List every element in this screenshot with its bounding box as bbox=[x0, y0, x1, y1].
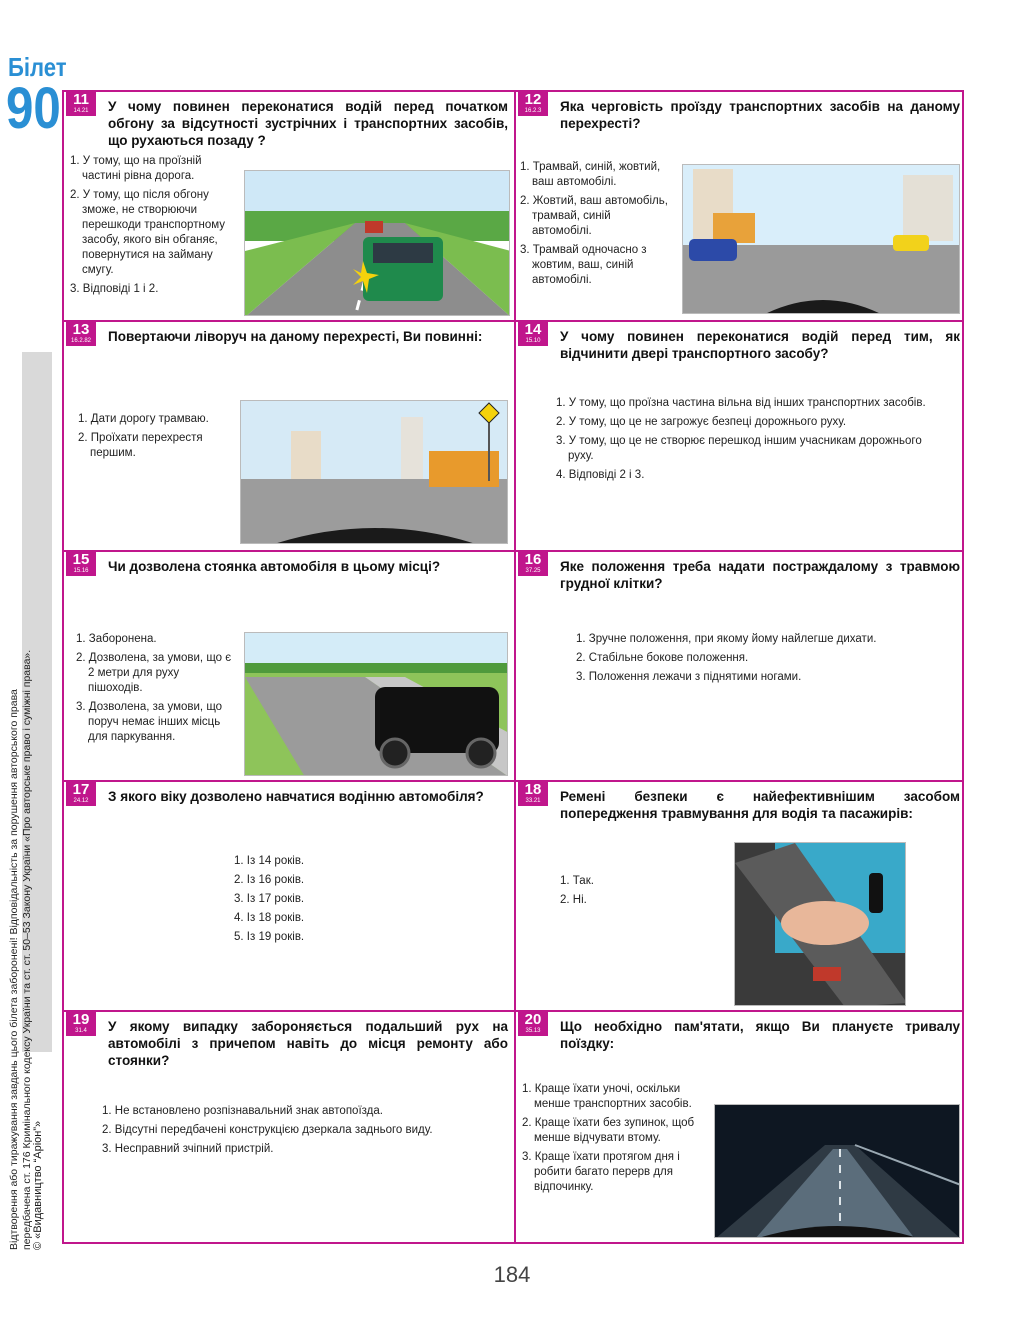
ticket-label: Білет bbox=[8, 52, 67, 82]
answer-list bbox=[522, 1082, 710, 1199]
question-text: Ремені безпеки є найефективнішим засобом попередження травмування для водія та пасажирів: bbox=[560, 789, 960, 821]
answer-option[interactable]: 3. Відповіді 1 і 2. bbox=[70, 283, 159, 295]
question-text: Яке положення треба надати постраждалому з травмою грудної клітки? bbox=[560, 559, 960, 591]
answer-list bbox=[560, 874, 680, 912]
question-card-19 bbox=[64, 1012, 514, 1246]
answer-option[interactable]: 5. Із 19 років. bbox=[234, 931, 305, 943]
copyright-line-2: передбачена ст. 176 Кримінального кодексу України та ст. ст. 50–53 Закону України «Про авторське право і суміжні права». bbox=[21, 649, 33, 1250]
question-text: У чому повинен переконатися водій перед тим, як відчинити двері транспортного засобу? bbox=[560, 329, 960, 361]
answer-list bbox=[556, 396, 946, 487]
tram-intersection-illustration bbox=[240, 400, 508, 544]
seatbelt-illustration bbox=[734, 842, 906, 1006]
answer-option[interactable]: 2. Дозволена, за умови, що є 2 метри для руху пішоходів. bbox=[76, 652, 232, 694]
answer-option[interactable]: 2. Жовтий, ваш автомобіль, трамвай, синій автомобілі. bbox=[520, 195, 668, 237]
question-text: Повертаючи ліворуч на даному перехресті, Ви повинні: bbox=[108, 329, 483, 344]
question-text: Яка черговість проїзду транспортних засобів на даному перехресті? bbox=[560, 99, 960, 131]
question-card-17 bbox=[64, 782, 514, 1010]
question-card-11 bbox=[64, 92, 514, 320]
answer-option[interactable]: 1. Дати дорогу трамваю. bbox=[78, 413, 209, 425]
page-number: 184 bbox=[493, 1262, 531, 1287]
question-text: Чи дозволена стоянка автомобіля в цьому місці? bbox=[108, 559, 441, 574]
question-badge: 17 24.12 bbox=[66, 782, 96, 806]
question-card-16 bbox=[516, 552, 966, 780]
question-badge: 16 37.25 bbox=[518, 552, 548, 576]
answer-option[interactable]: 1. Краще їхати уночі, оскільки менше транспортних засобів. bbox=[522, 1083, 692, 1110]
answer-option[interactable]: 3. Положення лежачи з піднятими ногами. bbox=[576, 671, 802, 683]
answer-list bbox=[234, 854, 434, 949]
answer-option[interactable]: 2. Проїхати перехрестя першим. bbox=[78, 432, 203, 459]
intersection-illustration bbox=[682, 164, 960, 314]
answer-option[interactable]: 1. У тому, що на проїзній частині рівна дорога. bbox=[70, 155, 202, 182]
answer-option[interactable]: 3. Краще їхати протягом дня і робити багато перерв для відпочинку. bbox=[522, 1151, 680, 1193]
question-card-14 bbox=[516, 322, 966, 550]
question-text: Що необхідно пам'ятати, якщо Ви плануєте тривалу поїздку: bbox=[560, 1019, 960, 1051]
question-badge: 11 14.21 bbox=[66, 92, 96, 116]
parking-illustration bbox=[244, 632, 508, 776]
copyright-notice bbox=[8, 350, 48, 1250]
ticket-number: 90 bbox=[6, 76, 61, 141]
night-road-illustration bbox=[714, 1104, 960, 1238]
question-badge: 18 33.21 bbox=[518, 782, 548, 806]
question-badge: 20 35.13 bbox=[518, 1012, 548, 1036]
answer-option[interactable]: 2. Відсутні передбачені конструкцією дзеркала заднього виду. bbox=[102, 1124, 433, 1136]
question-card-13 bbox=[64, 322, 514, 550]
questions-grid bbox=[62, 90, 964, 1244]
answer-option[interactable]: 2. Ні. bbox=[560, 894, 587, 906]
answer-option[interactable]: 3. Дозволена, за умови, що поруч немає інших місць для паркування. bbox=[76, 701, 223, 743]
answer-option[interactable]: 1. У тому, що проїзна частина вільна від інших транспортних засобів. bbox=[556, 397, 926, 409]
answer-option[interactable]: 2. Краще їхати без зупинок, щоб менше відчувати втому. bbox=[522, 1117, 695, 1144]
answer-option[interactable]: 3. У тому, що це не створює перешкод іншим учасникам дорожнього руху. bbox=[556, 435, 922, 462]
question-card-15 bbox=[64, 552, 514, 780]
answer-option[interactable]: 1. Заборонена. bbox=[76, 633, 157, 645]
answer-option[interactable]: 4. Із 18 років. bbox=[234, 912, 305, 924]
answer-option[interactable]: 1. Трамвай, синій, жовтий, ваш автомобілі. bbox=[520, 161, 661, 188]
answer-option[interactable]: 2. У тому, що це не загрожує безпеці дорожнього руху. bbox=[556, 416, 847, 428]
question-badge: 12 16.2.3 bbox=[518, 92, 548, 116]
answer-option[interactable]: 2. Стабільне бокове положення. bbox=[576, 652, 749, 664]
question-text: У якому випадку забороняється подальший рух на автомобілі з причепом навіть до місця ремонту або стоянки? bbox=[108, 1019, 508, 1068]
question-badge: 13 16.2.82 bbox=[66, 322, 96, 346]
answer-option[interactable]: 1. Зручне положення, при якому йому найлегше дихати. bbox=[576, 633, 877, 645]
answer-list bbox=[76, 632, 236, 749]
answer-option[interactable]: 1. Не встановлено розпізнавальний знак автопоїзда. bbox=[102, 1105, 383, 1117]
question-card-20 bbox=[516, 1012, 966, 1246]
answer-option[interactable]: 2. Із 16 років. bbox=[234, 874, 305, 886]
answer-list bbox=[70, 154, 238, 301]
question-badge: 15 15.16 bbox=[66, 552, 96, 576]
answer-option[interactable]: 3. Несправний зчіпний пристрій. bbox=[102, 1143, 274, 1155]
question-text: З якого віку дозволено навчатися водінню автомобіля? bbox=[108, 789, 484, 804]
copyright-line-1: Відтворення або тиражування завдань цього білета заборонені! Відповідальність за порушення авторського права bbox=[8, 689, 20, 1250]
question-badge: 19 31.4 bbox=[66, 1012, 96, 1036]
question-badge: 14 15.10 bbox=[518, 322, 548, 346]
overtaking-illustration bbox=[244, 170, 510, 316]
answer-list bbox=[78, 412, 228, 465]
question-card-18 bbox=[516, 782, 966, 1010]
answer-option[interactable]: 4. Відповіді 2 і 3. bbox=[556, 469, 645, 481]
answer-option[interactable]: 3. Трамвай одночасно з жовтим, ваш, синій автомобілі. bbox=[520, 244, 647, 286]
answer-list bbox=[102, 1104, 512, 1161]
answer-option[interactable]: 1. Із 14 років. bbox=[234, 855, 305, 867]
answer-list bbox=[576, 632, 956, 689]
question-card-12 bbox=[516, 92, 966, 320]
answer-option[interactable]: 2. У тому, що після обгону зможе, не створюючи перешкоди транспортному засобу, якого він обганяє, повернутися на займану смугу. bbox=[70, 189, 225, 276]
answer-list bbox=[520, 160, 670, 292]
publisher-mark: © «Видавництво “Аріон”» bbox=[32, 1120, 44, 1250]
answer-option[interactable]: 3. Із 17 років. bbox=[234, 893, 305, 905]
answer-option[interactable]: 1. Так. bbox=[560, 875, 594, 887]
question-text: У чому повинен переконатися водій перед початком обгону за відсутності зустрічних і транспортних засобів, що рухаються позаду ? bbox=[108, 99, 508, 148]
